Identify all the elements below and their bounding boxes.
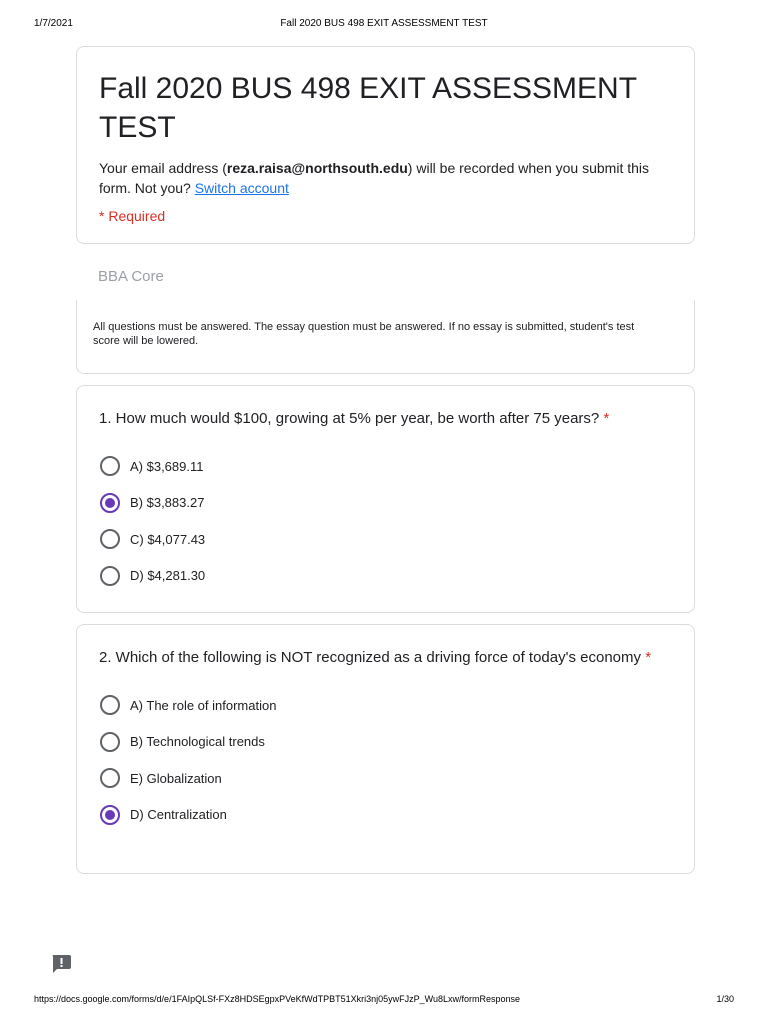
- page-number: 1/30: [716, 994, 734, 1004]
- radio-button-checked[interactable]: [100, 493, 120, 513]
- radio-button[interactable]: [100, 732, 120, 752]
- radio-option-label: A) $3,689.11: [130, 458, 204, 474]
- email-notice: [99, 159, 659, 198]
- radio-group: [99, 687, 672, 833]
- required-asterisk: *: [603, 410, 610, 427]
- print-footer: [0, 994, 768, 1008]
- radio-button[interactable]: [100, 456, 120, 476]
- form-header-card: [76, 46, 695, 244]
- question-text: 1. How much would $100, growing at 5% per year, be worth after 75 years?: [99, 410, 600, 427]
- radio-group: [99, 448, 672, 594]
- radio-option-label: A) The role of information: [130, 697, 277, 713]
- radio-button[interactable]: [100, 529, 120, 549]
- switch-account-link[interactable]: Switch account: [194, 179, 289, 196]
- required-note: * Required: [99, 208, 166, 224]
- radio-option-label: D) $4,281.30: [130, 568, 206, 584]
- question-text: 2. Which of the following is NOT recognized as a driving force of today's economy: [99, 649, 642, 666]
- radio-option-label: B) $3,883.27: [130, 495, 205, 511]
- radio-option[interactable]: [99, 724, 672, 761]
- page-url: https://docs.google.com/forms/d/e/1FAIpQLSf-FXz8HDSEgpxPVeKfWdTPBT51Xkri3nj05ywFJzP_Wu8Lxw/formResponse: [34, 994, 521, 1004]
- question-card: [76, 385, 695, 613]
- radio-option-label: B) Technological trends: [130, 734, 265, 750]
- question-title: [99, 408, 659, 430]
- feedback-icon[interactable]: [50, 954, 72, 974]
- radio-option[interactable]: [99, 448, 672, 485]
- radio-option-label: C) $4,077.43: [130, 531, 206, 547]
- print-header: [0, 0, 768, 40]
- print-date: 1/7/2021: [34, 18, 73, 29]
- radio-option[interactable]: [99, 558, 672, 595]
- radio-option[interactable]: [99, 521, 672, 558]
- radio-option-label: E) Globalization: [130, 770, 222, 786]
- email-prefix: Your email address (: [99, 160, 227, 176]
- radio-option[interactable]: [99, 485, 672, 522]
- radio-button[interactable]: [100, 695, 120, 715]
- radio-option[interactable]: [99, 760, 672, 797]
- radio-button-checked[interactable]: [100, 805, 120, 825]
- radio-option[interactable]: [99, 687, 672, 724]
- print-page-title: Fall 2020 BUS 498 EXIT ASSESSMENT TEST: [280, 18, 488, 29]
- section-description-card: [76, 300, 695, 374]
- radio-button[interactable]: [100, 566, 120, 586]
- question-title: [99, 647, 659, 669]
- required-asterisk: *: [645, 649, 652, 666]
- radio-button[interactable]: [100, 768, 120, 788]
- radio-option[interactable]: [99, 797, 672, 834]
- form-title: Fall 2020 BUS 498 EXIT ASSESSMENT TEST: [99, 72, 637, 144]
- question-card: [76, 624, 695, 874]
- email-address: reza.raisa@northsouth.edu: [226, 160, 408, 176]
- radio-option-label: D) Centralization: [130, 807, 227, 823]
- email-suffix: ) will be recorded when you submit this form. Not you?: [99, 160, 650, 196]
- section-title: BBA Core: [98, 268, 164, 285]
- section-description: All questions must be answered. The essay question must be answered. If no essay is submitted, student's test score will be lowered.: [93, 321, 635, 347]
